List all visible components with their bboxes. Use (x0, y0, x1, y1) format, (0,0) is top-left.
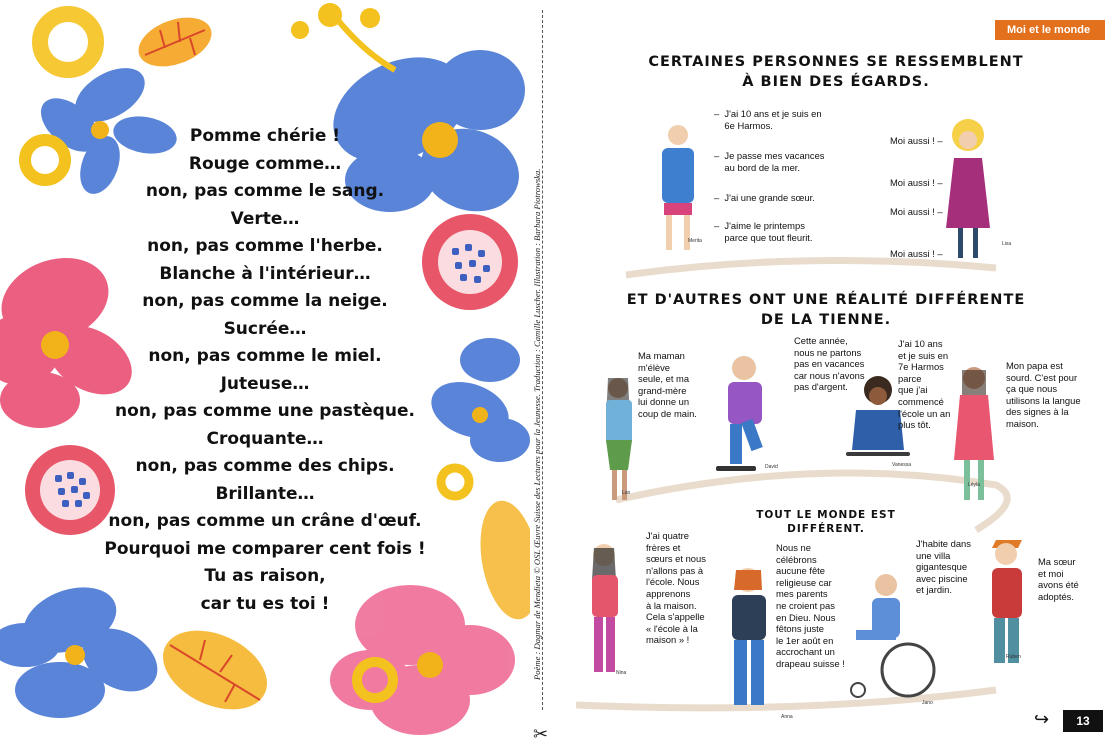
similar-statement: – Je passe mes vacances au bord de la mer. (714, 150, 825, 173)
similar-statement: – J'ai 10 ans et je suis en 6e Harmos. (714, 108, 822, 131)
name-label: Anna (781, 714, 793, 720)
reply-moi-aussi: Moi aussi ! – (890, 248, 943, 259)
poem-line: Sucrée… (223, 318, 307, 339)
child-statement: Ma maman m'élève seule, et ma grand-mère lui donne un coup de main. (638, 350, 697, 419)
credits: Poème : Dagmar de Mendieta © OSL Œuvre Suisse des Lectures pour la Jeunesse. Traduction : Camille Luscher. Illustration : Barbara Piotrowska. (532, 168, 542, 680)
poem-line: non, pas comme l'herbe. (147, 236, 383, 256)
poem-line: Juteuse… (220, 373, 310, 394)
figure-david (716, 356, 763, 471)
figure-lisa (946, 119, 990, 258)
child-statement: J'ai 10 ans et je suis en 7e Harmos parce que j'ai commencé l'école un an plus tôt. (898, 338, 951, 431)
child-statement: Ma sœur et moi avons été adoptés. (1038, 556, 1079, 602)
poem-line: non, pas comme le miel. (148, 346, 382, 366)
poem-line: Croquante… (206, 428, 324, 449)
heading-everyone-different: TOUT LE MONDE EST DIFFÉRENT. (756, 509, 896, 535)
poem-line: non, pas comme une pastèque. (115, 401, 415, 421)
figure-lan (606, 378, 632, 500)
page-number: 13 (1063, 710, 1103, 732)
heading-line: DE LA TIENNE. (760, 312, 892, 328)
name-label: Jano (922, 700, 933, 706)
reply-moi-aussi: Moi aussi ! – (890, 135, 943, 146)
heading-line: À BIEN DES ÉGARDS. (742, 74, 930, 90)
name-label: David (765, 464, 778, 470)
heading-similar (646, 52, 1026, 92)
poem-line: Brillante… (215, 483, 315, 504)
scissors-icon: ✂ (533, 724, 549, 744)
child-statement: Nous ne célébrons aucune fête religieuse car mes parents ne croient pas en Dieu. Nous fêtons juste le 1er août en accrochant un drapeau suisse ! (776, 542, 845, 669)
poem-line: Rouge comme… (188, 153, 342, 174)
heading-line: CERTAINES PERSONNES SE RESSEMBLENT (648, 54, 1024, 70)
left-page (0, 0, 530, 751)
poem-line: car tu es toi ! (200, 593, 330, 614)
figure-anna (732, 568, 766, 705)
section-tag: Moi et le monde (995, 20, 1105, 40)
right-page (556, 0, 1105, 751)
poem-line: Blanche à l'intérieur… (159, 263, 371, 284)
name-label: Léyla (968, 482, 980, 488)
similar-statement: – J'aime le printemps parce que tout fleurit. (714, 220, 813, 243)
reply-moi-aussi: Moi aussi ! – (890, 206, 943, 217)
child-statement: J'ai quatre frères et sœurs et nous n'allons pas à l'école. Nous apprenons à la maison. Cela s'appelle « l'école à la maison » ! (646, 530, 706, 646)
figure-nina (592, 544, 618, 672)
similar-statement: – J'ai une grande sœur. (714, 192, 815, 203)
heading-line: ET D'AUTRES ONT UNE RÉALITÉ DIFFÉRENTE (626, 292, 1026, 308)
name-label: Lisa (1002, 241, 1012, 247)
cut-line (542, 10, 543, 710)
name-label: Lan (622, 490, 631, 496)
name-label: Vanessa (892, 462, 912, 468)
poem-line: non, pas comme des chips. (135, 456, 395, 476)
child-statement: J'habite dans une villa gigantesque avec piscine et jardin. (916, 538, 971, 596)
name-label: Ruben (1006, 654, 1021, 660)
next-arrow-icon: ↪ (1034, 709, 1050, 729)
poem (70, 123, 460, 618)
poem-line: Pourquoi me comparer cent fois ! (104, 538, 426, 559)
poem-line: Pomme chérie ! (189, 126, 341, 146)
child-statement: Cette année, nous ne partons pas en vacances car nous n'avons pas d'argent. (794, 335, 865, 393)
reply-moi-aussi: Moi aussi ! – (890, 177, 943, 188)
heading-different (616, 290, 1036, 330)
poem-line: Verte… (230, 208, 300, 229)
child-statement: Mon papa est sourd. C'est pour ça que nous utilisons la langue des signes à la maison. (1006, 360, 1081, 429)
poem-line: non, pas comme le sang. (145, 181, 385, 201)
figure-ruben (992, 540, 1022, 663)
poem-line: Tu as raison, (204, 566, 326, 586)
poem-line: non, pas comme un crâne d'œuf. (108, 511, 422, 531)
name-label: Merita (688, 238, 702, 244)
poem-line: non, pas comme la neige. (142, 291, 388, 311)
figure-merita (662, 125, 694, 250)
page-gutter (530, 0, 556, 751)
name-label: Nina (616, 670, 627, 676)
